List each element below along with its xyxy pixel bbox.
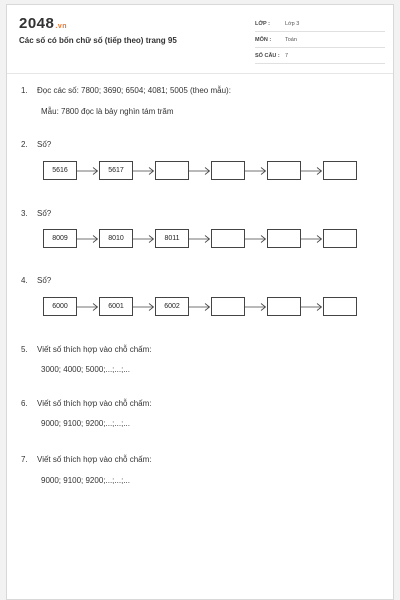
blank-number-box[interactable]: [155, 161, 189, 180]
arrow-right-icon: [189, 166, 211, 176]
number-box: 5617: [99, 161, 133, 180]
question-3: 3. Số?: [21, 209, 52, 218]
questions-area: [7, 73, 393, 599]
question-7: 7. Viết số thích hợp vào chỗ chấm:: [21, 455, 152, 464]
arrow-right-icon: [245, 166, 267, 176]
question-5-sequence: 3000; 4000; 5000;...;...;...: [41, 365, 130, 374]
arrow-right-icon: [133, 234, 155, 244]
arrow-right-icon: [77, 302, 99, 312]
blank-number-box[interactable]: [211, 229, 245, 248]
blank-number-box[interactable]: [211, 297, 245, 316]
question-2: 2. Số?: [21, 140, 52, 149]
arrow-right-icon: [77, 166, 99, 176]
worksheet-header: [7, 5, 393, 74]
blank-number-box[interactable]: [323, 229, 357, 248]
question-6: 6. Viết số thích hợp vào chỗ chấm:: [21, 399, 152, 408]
question-6-sequence: 9000; 9100; 9200;...;...;...: [41, 419, 130, 428]
page-title: Các số có bốn chữ số (tiếp theo) trang 95: [19, 36, 177, 45]
number-box: 8010: [99, 229, 133, 248]
arrow-right-icon: [301, 234, 323, 244]
question-4: 4. Số?: [21, 276, 52, 285]
arrow-right-icon: [189, 234, 211, 244]
blank-number-box[interactable]: [323, 297, 357, 316]
arrow-right-icon: [133, 302, 155, 312]
number-box: 5616: [43, 161, 77, 180]
blank-number-box[interactable]: [323, 161, 357, 180]
question-1-example: Mẫu: 7800 đọc là bảy nghìn tám trăm: [41, 107, 174, 116]
blank-number-box[interactable]: [267, 161, 301, 180]
meta-subject: MÔN : Toán: [255, 33, 385, 48]
meta-question-count: SỐ CÂU : 7: [255, 49, 385, 64]
worksheet: [6, 4, 394, 600]
arrow-right-icon: [301, 302, 323, 312]
number-box: 6001: [99, 297, 133, 316]
arrow-right-icon: [245, 302, 267, 312]
site-logo[interactable]: 2048.vn: [19, 15, 67, 32]
blank-number-box[interactable]: [267, 297, 301, 316]
blank-number-box[interactable]: [267, 229, 301, 248]
arrow-right-icon: [189, 302, 211, 312]
question-5: 5. Viết số thích hợp vào chỗ chấm:: [21, 345, 152, 354]
question-1: 1. Đọc các số: 7800; 3690; 6504; 4081; 5005 (theo mẫu):: [21, 86, 231, 95]
arrow-right-icon: [133, 166, 155, 176]
blank-number-box[interactable]: [211, 161, 245, 180]
arrow-right-icon: [77, 234, 99, 244]
arrow-right-icon: [245, 234, 267, 244]
number-box: 8011: [155, 229, 189, 248]
number-box: 8009: [43, 229, 77, 248]
number-box: 6000: [43, 297, 77, 316]
arrow-right-icon: [301, 166, 323, 176]
question-7-sequence: 9000; 9100; 9200;...;...;...: [41, 476, 130, 485]
number-box: 6002: [155, 297, 189, 316]
meta-class: LỚP : Lớp 3: [255, 17, 385, 32]
